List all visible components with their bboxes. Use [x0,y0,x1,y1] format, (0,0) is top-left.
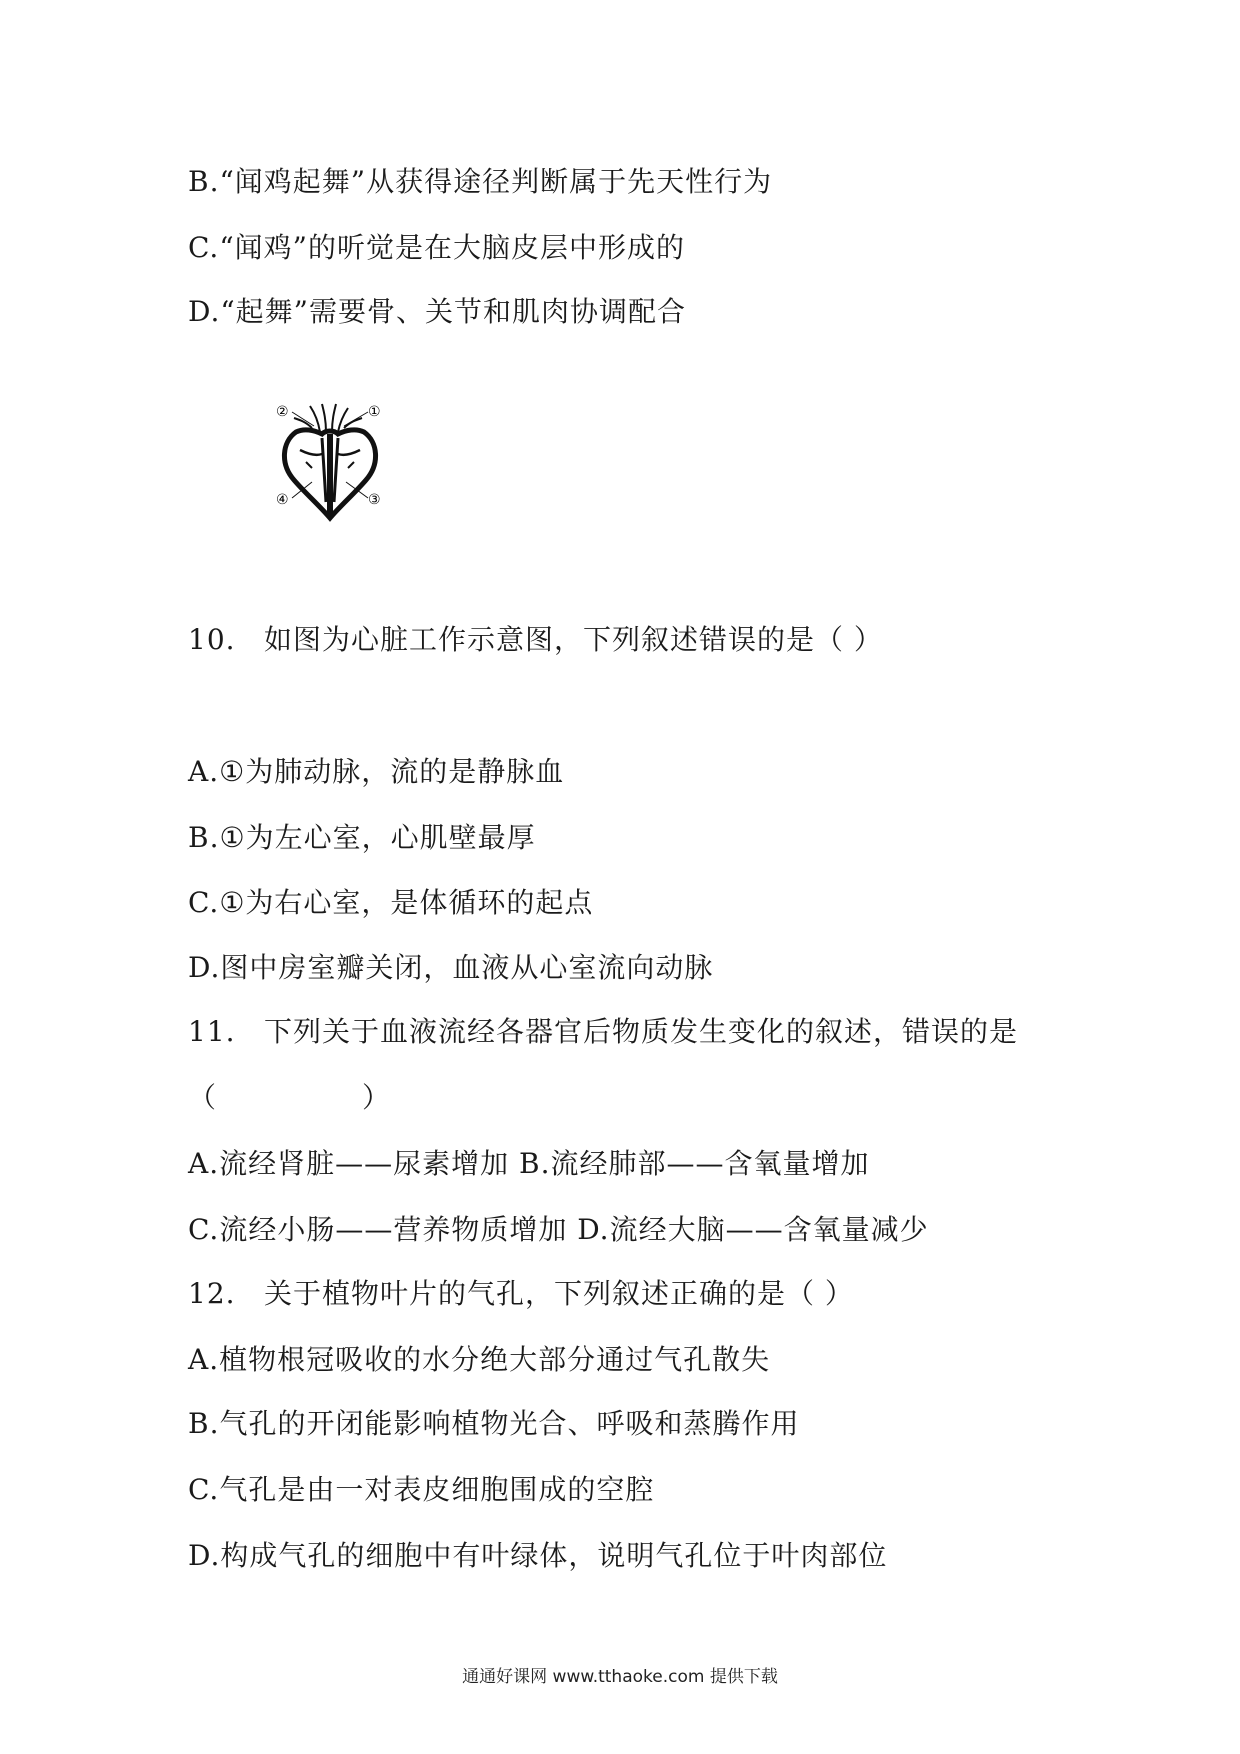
page-footer: 通通好课网 www.tthaoke.com 提供下载 [462,1667,778,1687]
q12-stem: 关于植物叶片的气孔，下列叙述正确的是（ ） [264,1277,854,1310]
heart-label-2: ② [276,404,289,420]
heart-diagram [272,402,388,522]
q10-stem: 如图为心脏工作示意图，下列叙述错误的是（ ） [264,623,883,656]
q9-option-c: C.“闻鸡”的听觉是在大脑皮层中形成的 [188,231,685,264]
q11-answer-paren: （ ） [188,1081,392,1114]
q10-option-c: C.①为右心室，是体循环的起点 [188,886,594,919]
q11-options-cd: C.流经小肠——营养物质增加 D.流经大脑——含氧量减少 [188,1213,929,1246]
q10-stem-line [188,620,883,660]
heart-label-3: ③ [368,492,381,508]
q10-option-a: A.①为肺动脉，流的是静脉血 [188,755,565,788]
q10-number: 10. [188,623,236,656]
q10-option-b: B.①为左心室，心肌壁最厚 [188,821,536,854]
q10-option-d: D.图中房室瓣关闭，血液从心室流向动脉 [188,951,714,984]
q12-stem-line [188,1274,854,1314]
q12-number: 12. [188,1277,236,1310]
q12-option-d: D.构成气孔的细胞中有叶绿体，说明气孔位于叶肉部位 [188,1539,888,1572]
q12-option-c: C.气孔是由一对表皮细胞围成的空腔 [188,1473,655,1506]
q9-option-d: D.“起舞”需要骨、关节和肌肉协调配合 [188,295,686,328]
q9-option-b: B.“闻鸡起舞”从获得途径判断属于先天性行为 [188,165,773,198]
q11-number: 11. [188,1015,236,1048]
q11-options-ab: A.流经肾脏——尿素增加 B.流经肺部——含氧量增加 [188,1147,870,1180]
q11-stem-line [188,1012,1018,1052]
q12-option-b: B.气孔的开闭能影响植物光合、呼吸和蒸腾作用 [188,1407,800,1440]
q11-stem: 下列关于血液流经各器官后物质发生变化的叙述，错误的是 [264,1015,1019,1048]
q12-option-a: A.植物根冠吸收的水分绝大部分通过气孔散失 [188,1343,771,1376]
heart-label-4: ④ [276,492,289,508]
heart-label-1: ① [368,404,381,420]
